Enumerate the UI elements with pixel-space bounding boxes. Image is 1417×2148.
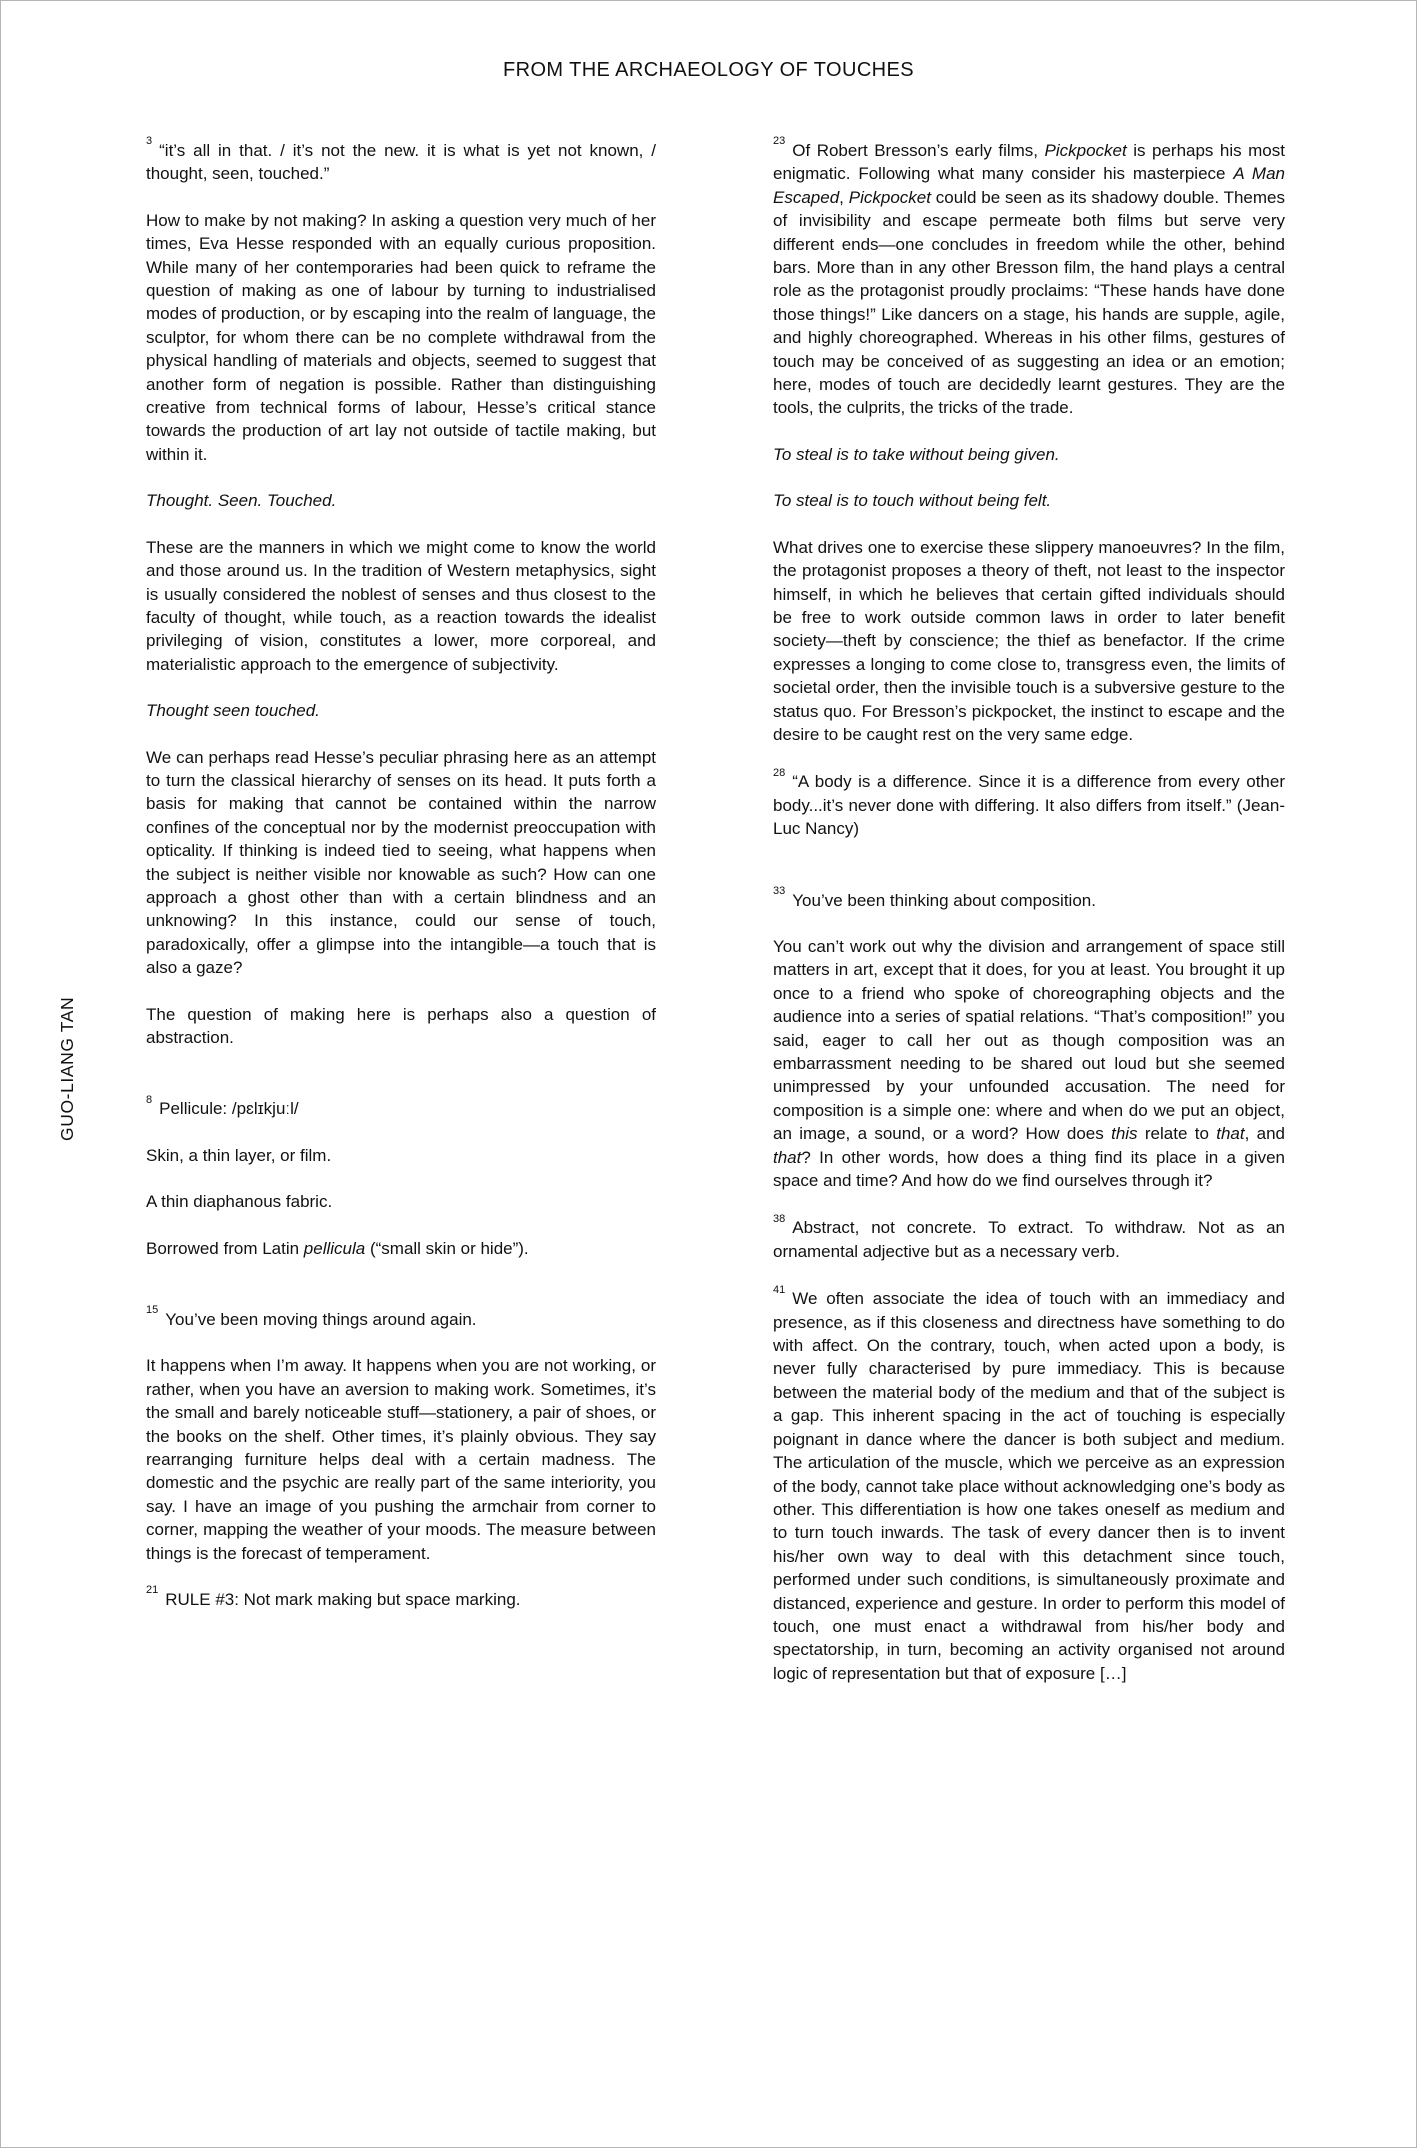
paragraph: To steal is to touch without being felt. <box>773 491 1052 511</box>
footnote-number: 15 <box>146 1304 159 1317</box>
footnote-paragraph-15: $^{15}$ You’ve been moving things around again. <box>146 1304 477 1330</box>
footnote-paragraph-38: $^{38}$ Abstract, not concrete. To extract. To withdraw. Not as an ornamental adjective but as a necessary verb. <box>773 1212 1285 1261</box>
paragraph: What drives one to exercise these slippery manoeuvres? In the film, the protagonist proposes a theory of theft, not least to the inspector himself, in which he believes that certain gifted individuals should be free to work outside common laws in order to later benefit society—theft by conscience; the thief as benefactor. If the crime expresses a longing to come close to, transgress even, the limits of societal order, then the invisible touch is a subversive gesture to the status quo. For Bresson’s pickpocket, the instinct to escape and the desire to be caught rest on the very same edge. <box>773 537 1285 744</box>
paragraph: To steal is to take without being given. <box>773 444 1060 464</box>
footnote-paragraph-28: $^{28}$ “A body is a difference. Since it is a difference from every other body...it’s never done with differing. It also differs from itself.” (Jean-Luc Nancy) <box>773 766 1285 839</box>
footnote-paragraph-3: $^3$ “it’s all in that. / it’s not the new. it is what is yet not known, / thought, seen, touched.” <box>146 135 656 184</box>
paragraph: A thin diaphanous fabric. <box>146 1192 333 1212</box>
footnote-paragraph-8: $^8$ Pellicule: /pɛlɪkjuːl/ <box>146 1093 299 1119</box>
paragraph: Thought. Seen. Touched. <box>146 491 337 511</box>
paragraph: It happens when I’m away. It happens when you are not working, or rather, when you have an aversion to making work. Sometimes, it’s the small and barely noticeable stuff—stationery, a pair of shoes, or the books on the shelf. Other times, it’s plainly obvious. They say rearranging furniture helps deal with a certain madness. The domestic and the psychic are really part of the same interiority, you say. I have an image of you pushing the armchair from corner to corner, mapping the weather of your moods. The measure between things is the forecast of temperament. <box>146 1356 656 1563</box>
footnote-number: 23 <box>773 135 786 148</box>
footnote-number: 33 <box>773 884 786 897</box>
footnote-number: 41 <box>773 1283 786 1296</box>
author-name-vertical: GUO-LIANG TAN <box>57 996 77 1141</box>
text-column-left <box>146 135 656 1612</box>
paragraph: We can perhaps read Hesse’s peculiar phrasing here as an attempt to turn the classical hierarchy of senses on its head. It puts forth a basis for making that cannot be contained within the narrow confines of the conceptual nor by the modernist preoccupation with opticality. If thinking is indeed tied to seeing, what happens when the subject is neither visible nor knowable as such? How can one approach a ghost other than with a certain blindness and an unknowing? In this instance, could our sense of touch, paradoxically, offer a glimpse into the intangible—a touch that is also a gaze? <box>146 747 656 978</box>
footnote-paragraph-33: $^{33}$ You’ve been thinking about composition. <box>773 884 1096 910</box>
paragraph: Borrowed from Latin pellicula (“small skin or hide”). <box>146 1238 529 1258</box>
paragraph: Thought seen touched. <box>146 701 320 721</box>
footnote-number: 38 <box>773 1212 786 1225</box>
paragraph: How to make by not making? In asking a question very much of her times, Eva Hesse responded with an equally curious proposition. While many of her contemporaries had been quick to reframe the question of making as one of labour by turning to industrialised modes of production, or by escaping into the realm of language, the sculptor, for whom there can be no complete withdrawal from the physical handling of materials and objects, seemed to suggest that another form of negation is possible. Rather than distinguishing creative from technical forms of labour, Hesse’s critical stance towards the production of art lay not outside of tactile making, but within it. <box>146 210 656 464</box>
page-title: FROM THE ARCHAEOLOGY OF TOUCHES <box>503 59 914 81</box>
footnote-number: 8 <box>146 1093 153 1106</box>
footnote-number: 3 <box>146 135 153 148</box>
paragraph: Skin, a thin layer, or film. <box>146 1145 332 1165</box>
footnote-paragraph-41: $^{41}$ We often associate the idea of touch with an immediacy and presence, as if this closeness and directness have something to do with affect. On the contrary, touch, when acted upon a body, is never fully characterised by pure immediacy. This is because between the material body of the medium and that of the subject is a gap. This inherent spacing in the act of touching is especially poignant in dance where the dancer is both subject and medium. The articulation of the muscle, which we perceive as an expression of the body, cannot take place without acknowledging one’s body as other. This differentiation is how one takes oneself as medium and to turn touch inwards. The task of every dancer then is to invent his/her own way to deal with this detachment since touch, performed under such conditions, is simultaneously proximate and distanced, experience and gesture. In order to perform this model of touch, one must enact a withdrawal from his/her body and spectatorship, in turn, becoming an activity organised not around logic of representation but that of exposure […] <box>773 1283 1285 1683</box>
paragraph: These are the manners in which we might come to know the world and those around us. In the tradition of Western metaphysics, sight is usually considered the noblest of senses and thus closest to the faculty of thought, while touch, as a reaction towards the idealist privileging of vision, constitutes a lower, more corporeal, and materialistic approach to the emergence of subjectivity. <box>146 537 656 674</box>
footnote-paragraph-21: $^{21}$ RULE #3: Not mark making but space marking. <box>146 1584 521 1610</box>
paragraph: The question of making here is perhaps also a question of abstraction. <box>146 1004 656 1047</box>
text-column-right <box>773 135 1286 1685</box>
footnote-paragraph-23: $^{23}$ Of Robert Bresson’s early films, Pickpocket is perhaps his most enigmatic. Following what many consider his masterpiece A Man Escaped, Pickpocket could be seen as its shadowy double. Themes of invisibility and escape permeate both films but serve very different ends—one concludes in freedom while the other, behind bars. More than in any other Bresson film, the hand plays a central role as the protagonist proudly proclaims: “These hands have done those things!” Like dancers on a stage, his hands are supple, agile, and highly choreographed. Whereas in his other films, gestures of touch may be conceived of as suggesting an idea or an emotion; here, modes of touch are decidedly learnt gestures. They are the tools, the culprits, the tricks of the trade. <box>773 135 1286 418</box>
footnote-number: 28 <box>773 766 786 779</box>
paragraph: You can’t work out why the division and arrangement of space still matters in art, except that it does, for you at least. You brought it up once to a friend who spoke of choreographing objects and the audience into a series of spatial relations. “That’s composition!” you said, eager to call her out as though composition was an embarrassment needing to be shared out loud but she seemed unimpressed by your unfounded accusation. The need for composition is a simple one: where and when do we put an object, an image, a sound, or a word? How does this relate to that, and that? In other words, how does a thing find its place in a given space and time? And how do we find ourselves through it? <box>773 936 1286 1191</box>
footnote-number: 21 <box>146 1584 159 1597</box>
